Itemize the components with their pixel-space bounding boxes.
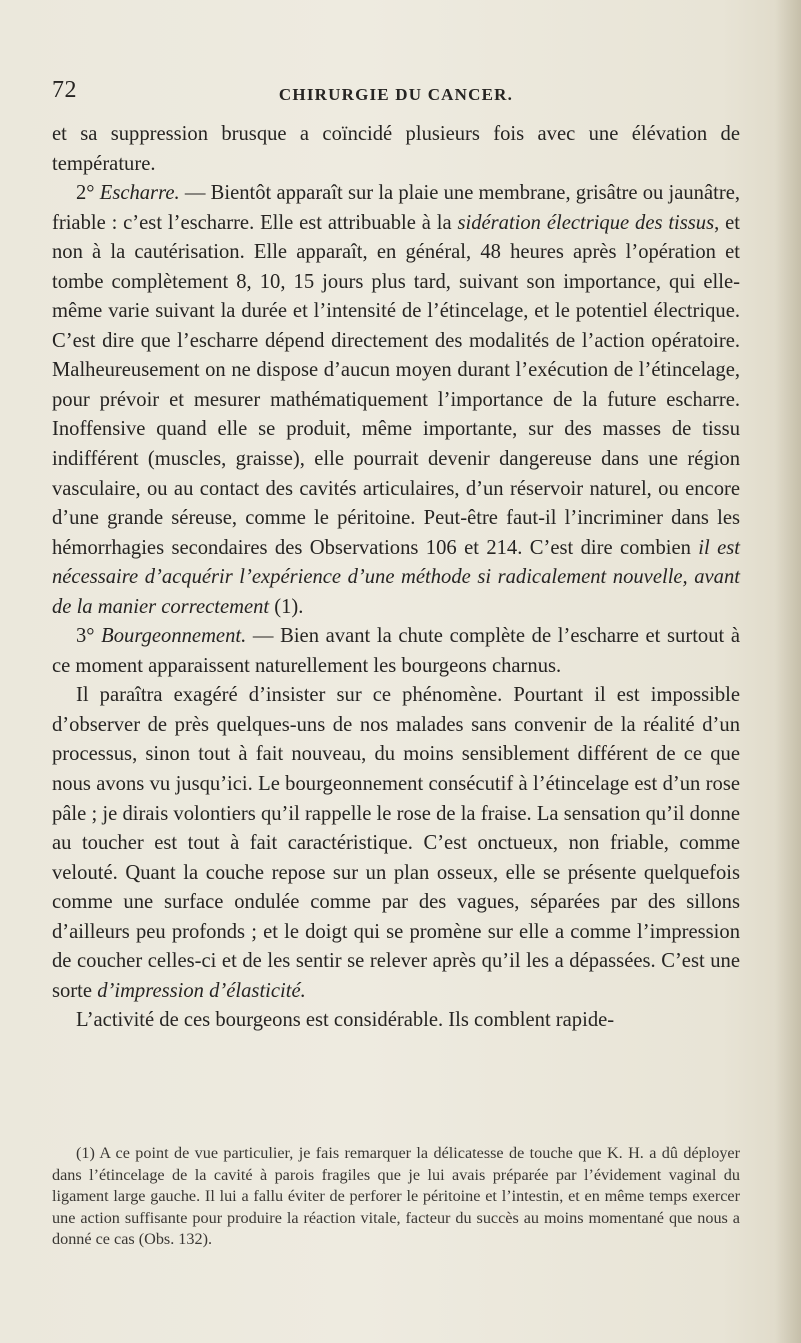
paragraph-escharre bbox=[52, 179, 740, 622]
page-number: 72 bbox=[52, 77, 77, 103]
emphasis-text: sidération électrique des tissus bbox=[457, 211, 715, 234]
emphasis-text: d’impression d’élasticité. bbox=[97, 979, 306, 1002]
emphasis-text: il est nécessaire d’acquérir l’expérience d’une méthode si radicalement nouvelle, avant de la manier correctement bbox=[52, 536, 741, 618]
section-title-escharre: Escharre. bbox=[99, 182, 180, 205]
page-header bbox=[52, 77, 740, 107]
paragraph-1 bbox=[52, 120, 740, 179]
paragraph-1-text: et sa suppression brusque a coïncidé plusieurs fois avec une élévation de température. bbox=[52, 123, 740, 175]
footnote bbox=[52, 1143, 740, 1251]
running-head: CHIRURGIE DU CANCER. bbox=[278, 85, 514, 104]
section-number: 2° bbox=[76, 182, 100, 205]
paragraph-5 bbox=[52, 1006, 740, 1036]
page-edge-shadow bbox=[775, 0, 801, 1343]
paragraph-text: , et non à la cautérisation. Elle apparaît, en général, 48 heures après l’opération et tombe complètement 8, 10, 15 jours plus tard, suivant son importance, qui elle-même varie suivant la durée et l’intensité de l’étincelage, et le potentiel électrique. C’est dire que l’escharre dépend directement des modalités de l’action opératoire. Malheureusement on ne dispose d’aucun moyen durant l’exécution de l’étincelage, pour prévoir et mesurer mathématiquement l’importance de la future escharre. Inoffensive quand elle se produit, même importante, sur des masses de tissu indifférent (muscles, graisse), elle pourrait devenir dangereuse dans une région vasculaire, ou au contact des cavités articulaires, d’un réservoir naturel, ou encore d’une grande séreuse, comme le péritoine. Peut-être faut-il l’incriminer dans les hémorrhagies secondaires des Observations 106 et 214. C’est dire combien bbox=[52, 211, 740, 559]
paragraph-4 bbox=[52, 681, 740, 1006]
paragraph-text: Il paraîtra exagéré d’insister sur ce phénomène. Pourtant il est impossible d’observer de près quelques-uns de nos malades sans convenir de la réalité d’un processus, sinon tout à fait nouveau, du moins sensiblement différent de ce que nous avons vu jusqu’ici. Le bourgeonnement consécutif à l’étincelage est d’un rose pâle ; je dirais volontiers qu’il rappelle le rose de la fraise. La sensation qu’il donne au toucher est tout à fait caractéristique. C’est onctueux, non friable, comme velouté. Quant la couche repose sur un plan osseux, elle se présente quelquefois comme une surface ondulée comme par des vagues, séparées par des sillons d’ailleurs peu profonds ; et le doigt qui se promène sur elle a comme l’impression de coucher celles-ci et de les sentir se relever après qu’il les a dépassées. C’est une sorte bbox=[52, 684, 740, 1002]
paragraph-bourgeonnement bbox=[52, 622, 740, 681]
footnote-reference: (1). bbox=[269, 595, 304, 618]
footnote-text: (1) A ce point de vue particulier, je fais remarquer la délicatesse de touche que K. H. a dû déployer dans l’étincelage de la cavité à parois fragiles que je lui avais préparée par l’évidement vaginal du ligament large gauche. Il lui a fallu éviter de perforer le péritoine et l’intestin, et en même temps exercer une action suffisante pour produire la réaction vitale, facteur du succès au moins momentané que nous a donné ce cas (Obs. 132). bbox=[52, 1144, 740, 1248]
paragraph-text: L’activité de ces bourgeons est considérable. Ils comblent rapide- bbox=[76, 1009, 615, 1032]
paragraph-text: — Bientôt apparaît sur la plaie une membrane, grisâtre ou jaunâtre, friable : c’est l’escharre. Elle est attribuable à la bbox=[52, 182, 740, 234]
section-number: 3° bbox=[76, 625, 102, 648]
body-text bbox=[52, 120, 740, 1036]
paragraph-text: — Bien avant la chute complète de l’escharre et surtout à ce moment apparaissent naturellement les bourgeons charnus. bbox=[52, 625, 741, 677]
section-title-bourgeonnement: Bourgeonnement. bbox=[101, 625, 247, 648]
